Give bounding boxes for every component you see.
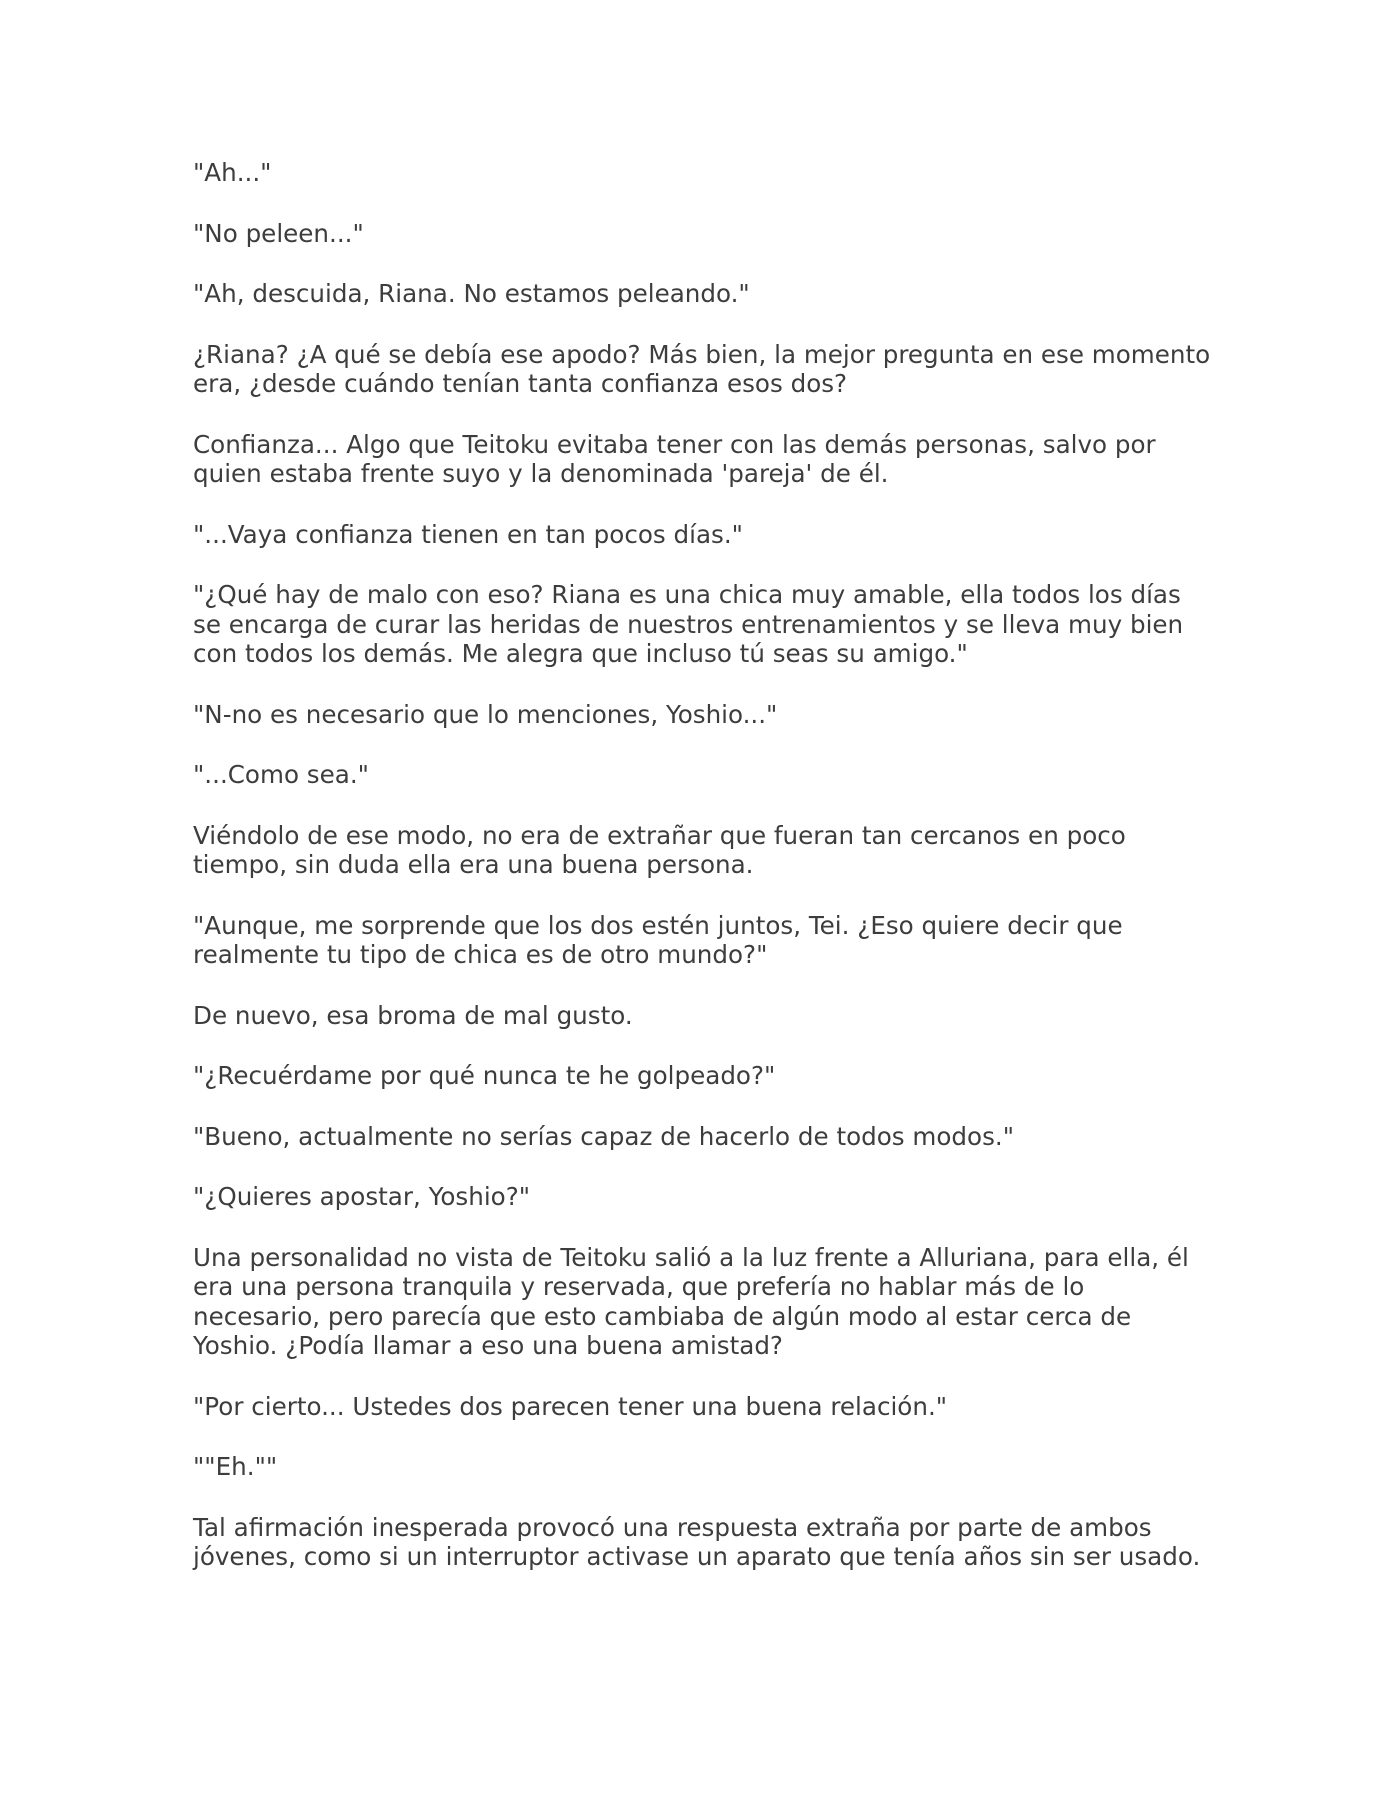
paragraph: "Ah..." — [193, 158, 272, 187]
paragraph: "¿Quieres apostar, Yoshio?" — [193, 1182, 531, 1211]
paragraph: "¿Recuérdame por qué nunca te he golpeado?" — [193, 1061, 776, 1090]
paragraph: "Bueno, actualmente no serías capaz de hacerlo de todos modos." — [193, 1121, 1015, 1151]
paragraph: De nuevo, esa broma de mal gusto. — [193, 1000, 633, 1030]
paragraph: "¿Qué hay de malo con eso? Riana es una chica muy amable, ella todos los días se encarga de curar las heridas de nuestros entrenamientos y se lleva muy bien con todos los demás. Me alegra que incluso tú seas su amigo." — [193, 580, 1184, 668]
paragraph: Una personalidad no vista de Teitoku salió a la luz frente a Alluriana, para ella, él era una persona tranquila y reservada, que prefería no hablar más de lo necesario, pero parecía que esto cambiaba de algún modo al estar cerca de Yoshio. ¿Podía llamar a eso una buena amistad? — [193, 1242, 1189, 1360]
paragraph: Confianza... Algo que Teitoku evitaba tener con las demás personas, salvo por quien estaba frente suyo y la denominada 'pareja' de él. — [193, 429, 1156, 488]
paragraph: Tal afirmación inesperada provocó una respuesta extraña por parte de ambos jóvenes, como si un interruptor activase un aparato que tenía años sin ser usado. — [193, 1512, 1201, 1571]
document-body — [193, 158, 1213, 1603]
paragraph: ¿Riana? ¿A qué se debía ese apodo? Más bien, la mejor pregunta en ese momento era, ¿desde cuándo tenían tanta confianza esos dos? — [193, 339, 1211, 398]
paragraph: "Ah, descuida, Riana. No estamos peleando." — [193, 279, 750, 308]
paragraph: "...Vaya confianza tienen en tan pocos días." — [193, 519, 743, 549]
paragraph: "Por cierto... Ustedes dos parecen tener una buena relación." — [193, 1391, 948, 1421]
paragraph: "N-no es necesario que lo menciones, Yoshio..." — [193, 699, 778, 729]
paragraph: "Aunque, me sorprende que los dos estén juntos, Tei. ¿Eso quiere decir que realmente tu tipo de chica es de otro mundo?" — [193, 910, 1123, 969]
paragraph: Viéndolo de ese modo, no era de extrañar que fueran tan cercanos en poco tiempo, sin duda ella era una buena persona. — [193, 820, 1126, 879]
paragraph: "...Como sea." — [193, 760, 369, 789]
paragraph: "No peleen..." — [193, 218, 364, 248]
paragraph: ""Eh."" — [193, 1452, 278, 1481]
